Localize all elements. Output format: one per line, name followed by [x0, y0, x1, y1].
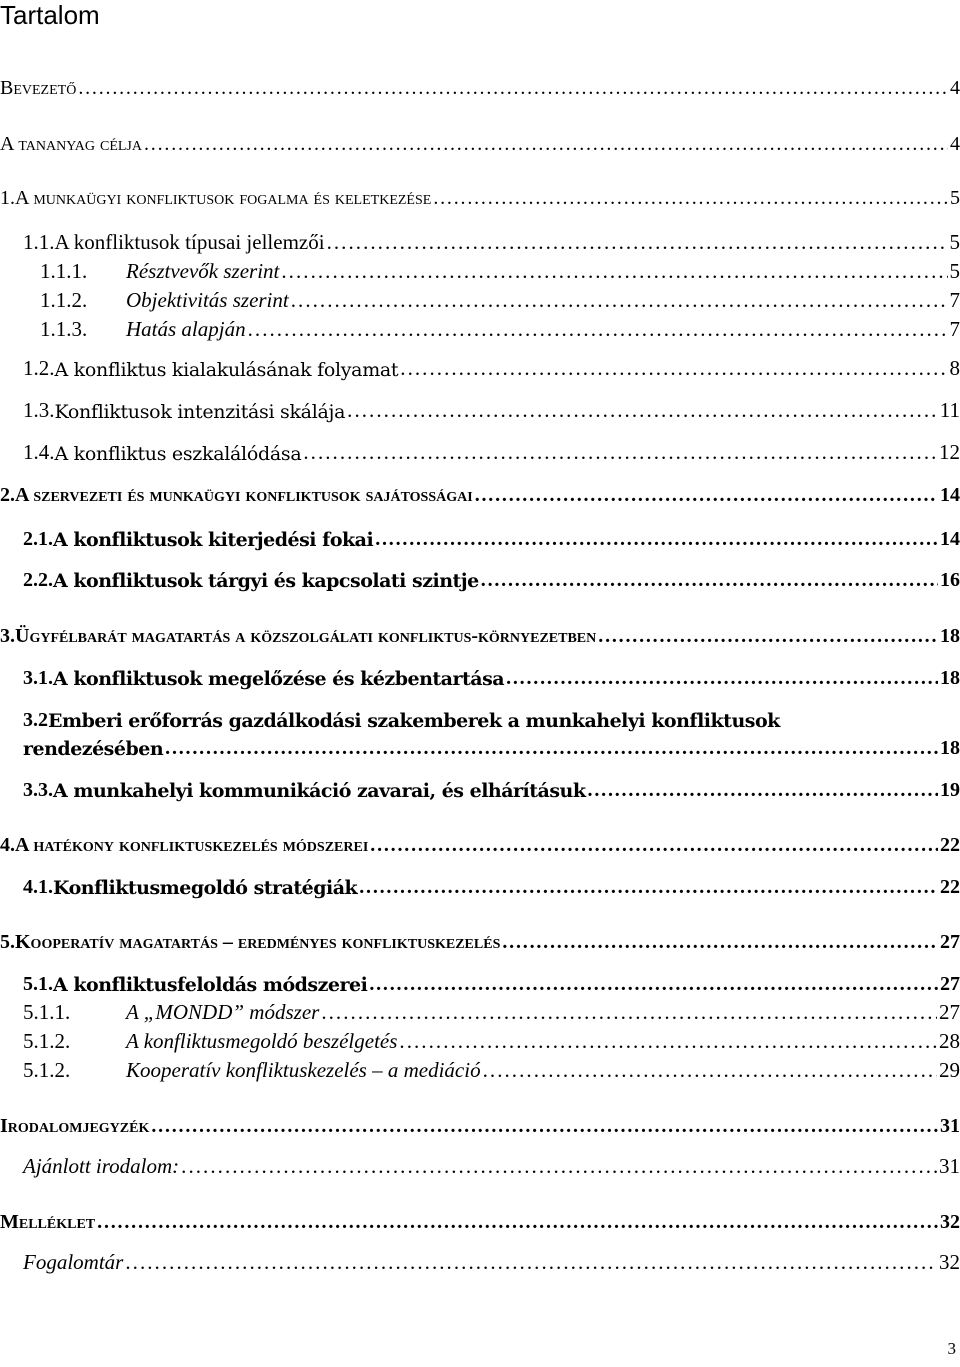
toc-entry[interactable] [0, 74, 960, 100]
toc-entry[interactable] [0, 622, 960, 648]
toc-entry-text: A konfliktusfeloldás módszerei [53, 974, 368, 996]
toc-entry-page: 22 [940, 876, 960, 898]
toc-leader [433, 187, 948, 210]
toc-entry-text: Bevezető [0, 77, 77, 99]
toc-entry[interactable] [40, 258, 960, 284]
toc-entry[interactable] [23, 873, 960, 899]
toc-entry-number: 2.2. [23, 569, 53, 591]
toc-entry-page: 4 [950, 133, 960, 155]
toc-entry-page: 29 [939, 1058, 960, 1082]
toc-leader [321, 1000, 937, 1025]
toc-entry-page: 28 [939, 1029, 960, 1053]
toc-entry-number: 1.1. [23, 230, 55, 254]
toc-entry-page: 14 [940, 484, 960, 506]
toc-entry-number: 3.2 [23, 709, 48, 731]
toc-entry[interactable] [23, 1153, 960, 1179]
toc-leader [506, 667, 938, 690]
toc-entry[interactable] [0, 928, 960, 954]
toc-leader [347, 398, 938, 423]
toc-entry-page: 7 [949, 317, 960, 341]
toc-leader [97, 1211, 938, 1234]
toc-leader [327, 230, 948, 255]
toc-entry-number: 1.3. [23, 398, 55, 422]
toc-entry[interactable] [0, 130, 960, 156]
toc-leader [502, 931, 938, 954]
toc-entry-number: 1.1.1. [40, 259, 88, 283]
toc-entry-text: Hatás alapján [126, 317, 246, 341]
toc-entry-number: 3. [0, 625, 15, 647]
toc-entry-text: A konfliktusok kiterjedési fokai [53, 529, 374, 551]
toc-leader [588, 779, 938, 802]
toc-entry[interactable] [23, 734, 960, 760]
toc-leader [399, 1029, 937, 1054]
toc-entry-page: 8 [949, 356, 960, 380]
toc-entry-page: 18 [940, 737, 960, 759]
toc-entry-number: 1. [0, 187, 15, 209]
toc-entry-page: 5 [949, 259, 960, 283]
toc-entry-number: 5.1.1. [23, 1000, 71, 1024]
toc-entry-number: 3.1. [23, 667, 53, 689]
toc-leader [291, 288, 948, 313]
toc-entry[interactable] [23, 1028, 960, 1054]
toc-entry-text: A konfliktusmegoldó beszélgetés [126, 1029, 398, 1053]
toc-entry[interactable] [40, 287, 960, 313]
toc-leader [303, 440, 937, 465]
toc-entry[interactable] [23, 706, 960, 732]
toc-leader [481, 569, 938, 592]
toc-entry-number: 3.3. [23, 779, 53, 801]
toc-entry-number: 1.4. [23, 440, 55, 464]
toc-entry-text: A konfliktus eszkalálódása [54, 443, 302, 465]
toc-entry-text: A szervezeti és munkaügyi konfliktusok sajátosságai [15, 484, 473, 506]
toc-entry-text: Kooperatív magatartás – eredményes konfliktuskezelés [15, 931, 501, 953]
toc-entry[interactable] [0, 1208, 960, 1234]
toc-entry-page: 27 [940, 973, 960, 995]
toc-entry-number: 1.1.3. [40, 317, 88, 341]
toc-leader [181, 1154, 937, 1179]
toc-entry-text: Résztvevők szerint [126, 259, 280, 283]
toc-leader [281, 259, 947, 284]
toc-entry-number: 5.1. [23, 973, 53, 995]
toc-entry[interactable] [23, 970, 960, 996]
toc-entry-number: 2.1. [23, 528, 53, 550]
toc-entry-text: A hatékony konfliktuskezelés módszerei [15, 834, 369, 856]
page-title: Tartalom [0, 0, 100, 30]
toc-entry-page: 5 [950, 187, 960, 209]
toc-entry-page: 27 [939, 1000, 960, 1024]
toc-entry[interactable] [23, 566, 960, 592]
toc-leader [125, 1250, 937, 1275]
toc-entry[interactable] [23, 776, 960, 802]
toc-leader [359, 876, 938, 899]
toc-entry[interactable] [0, 481, 960, 507]
toc-entry[interactable] [23, 397, 960, 423]
toc-entry[interactable] [0, 184, 960, 210]
toc-entry[interactable] [23, 664, 960, 690]
toc-leader [151, 1115, 938, 1138]
toc-entry-page: 27 [940, 931, 960, 953]
toc-leader [78, 77, 948, 100]
toc-entry-text-italic: Ajánlott irodalom: [23, 1154, 180, 1178]
toc-entry-page: 11 [939, 398, 960, 422]
toc-entry-text: Ügyfélbarát magatartás a közszolgálati konfliktus-környezetben [15, 625, 597, 647]
toc-entry-number: 2. [0, 484, 15, 506]
toc-entry-number: 5.1.2. [23, 1029, 71, 1053]
toc-entry[interactable] [0, 831, 960, 857]
toc-leader [598, 625, 938, 648]
toc-entry[interactable] [23, 1057, 960, 1083]
toc-entry-page: 7 [949, 288, 960, 312]
toc-leader [165, 737, 938, 760]
toc-entry[interactable] [23, 525, 960, 551]
toc-entry-page: 12 [939, 440, 960, 464]
toc-entry-text: Konfliktusmegoldó stratégiák [53, 877, 358, 899]
toc-entry[interactable] [0, 1112, 960, 1138]
toc-entry-page: 16 [940, 569, 960, 591]
toc-entry-number: 1.1.2. [40, 288, 88, 312]
toc-entry-text: Melléklet [0, 1211, 96, 1233]
toc-entry-text: rendezésében [23, 738, 164, 760]
toc-entry-text: A konfliktus kialakulásának folyamat [54, 359, 399, 381]
toc-entry-page: 5 [949, 230, 960, 254]
toc-entry-text: A „MONDD” módszer [126, 1000, 320, 1024]
toc-entry-number: 5.1.2. [23, 1058, 71, 1082]
toc-entry[interactable] [23, 1249, 960, 1275]
toc-leader [400, 356, 947, 381]
toc-entry-number: 4. [0, 834, 15, 856]
footer-page-number: 3 [947, 1339, 956, 1358]
toc-entry-page: 22 [940, 834, 960, 856]
toc-entry-text: Irodalomjegyzék [0, 1115, 150, 1137]
toc-entry[interactable] [23, 439, 960, 465]
toc-leader [369, 973, 938, 996]
toc-entry-page: 18 [940, 667, 960, 689]
toc-leader [475, 484, 938, 507]
toc-entry[interactable] [23, 229, 960, 255]
toc-entry[interactable] [40, 316, 960, 342]
toc-entry-text: A munkahelyi kommunikáció zavarai, és elhárításuk [53, 780, 586, 802]
toc-entry[interactable] [23, 355, 960, 381]
toc-entry-page: 4 [950, 77, 960, 99]
toc-entry-page: 32 [940, 1211, 960, 1233]
toc-entry-text: A konfliktusok típusai jellemzői [54, 230, 325, 254]
toc-entry-page: 32 [939, 1250, 960, 1274]
toc-leader [248, 317, 948, 342]
toc-leader [375, 528, 938, 551]
toc-entry-text: Objektivitás szerint [126, 288, 289, 312]
toc-entry-text [23, 1154, 179, 1179]
toc-entry-number: 4.1. [23, 876, 53, 898]
toc-entry-text: A munkaügyi konfliktusok fogalma és keletkezése [15, 187, 432, 209]
toc-entry-page: 14 [940, 528, 960, 550]
toc-entry-text: A konfliktusok tárgyi és kapcsolati szintje [53, 570, 479, 592]
toc-entry-text: Konfliktusok intenzitási skálája [54, 401, 346, 423]
toc-entry-page: 19 [940, 779, 960, 801]
toc-entry-page: 18 [940, 625, 960, 647]
toc-leader [483, 1058, 937, 1083]
toc-entry-page: 31 [940, 1115, 960, 1137]
toc-entry-text: Fogalomtár [23, 1250, 124, 1274]
toc-entry-page: 31 [939, 1154, 960, 1178]
toc-entry-text: A tananyag célja [0, 133, 142, 155]
toc-entry-text: A konfliktusok megelőzése és kézbentartása [53, 668, 505, 690]
toc-entry[interactable] [23, 999, 960, 1025]
toc-entry-number: 1.2. [23, 356, 55, 380]
toc-leader [144, 133, 948, 156]
toc-entry-text: Kooperatív konfliktuskezelés – a mediáció [126, 1058, 481, 1082]
toc-leader [370, 834, 938, 857]
toc-entry-number: 5. [0, 931, 15, 953]
toc-entry-text: Emberi erőforrás gazdálkodási szakemberek a munkahelyi konfliktusok [48, 710, 780, 732]
